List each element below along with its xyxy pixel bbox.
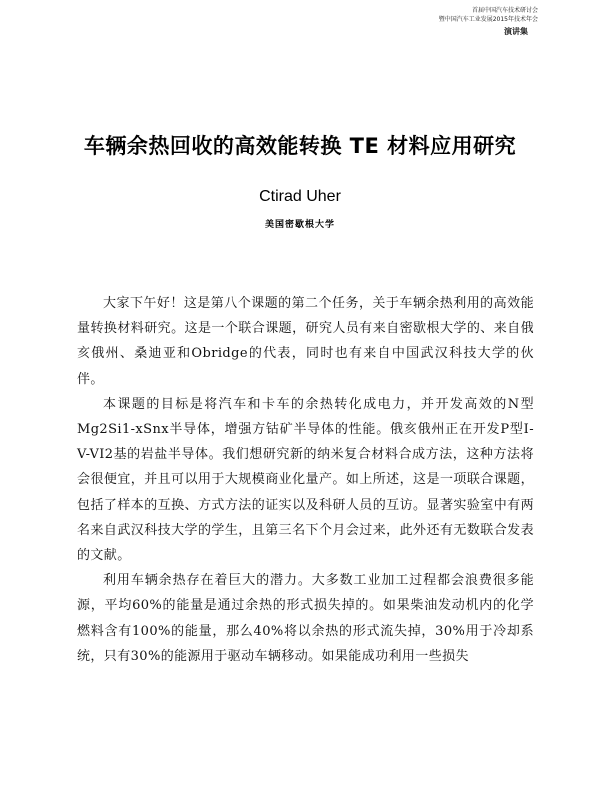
author-name: Ctirad Uher (259, 188, 341, 205)
paragraph: 大家下午好！这是第八个课题的第二个任务，关于车辆余热利用的高效能量转换材料研究。这是一个联合课题，研究人员有来自密歇根大学的、来自俄亥俄州、桑迪亚和Obridge的代表，同时也有来自中国武汉科技大学的伙伴。 (77, 296, 534, 387)
document-header (439, 6, 538, 36)
header-label: 演讲集 (504, 27, 528, 36)
header-line-2: 暨中国汽车工业发展2015年技术年会 (438, 16, 538, 23)
paragraph: 利用车辆余热存在着巨大的潜力。大多数工业加工过程都会浪费很多能源，平均60%的能量是通过余热的形式损失掉的。如果柴油发动机内的化学燃料含有100%的能量，那么40%将以余热的形式流失掉，30%用于冷却系统，只有30%的能源用于驱动车辆移动。如果能成功利用一些损失 (77, 573, 534, 664)
page-title: 车辆余热回收的高效能转换 TE 材料应用研究 (83, 134, 517, 158)
header-line-1: 首届中国汽车技术研讨会 (471, 7, 538, 14)
author-affiliation: 美国密歇根大学 (264, 220, 335, 230)
paragraph: 本课题的目标是将汽车和卡车的余热转化成电力，并开发高效的N型Mg2Si1-xSnx半导体，增强方钴矿半导体的性能。俄亥俄州正在开发P型I-V-VI2基的岩盐半导体。我们想研究新的纳米复合材料合成方法，这种方法将会很便宜，并且可以用于大规模商业化量产。如上所述，这是一项联合课题，包括了样本的互换、方式方法的证实以及科研人员的互访。显著实验室中有两名来自武汉科技大学的学生，且第三名下个月会过来，此外还有无数联合发表的文献。 (77, 396, 534, 564)
body-text (77, 291, 534, 669)
